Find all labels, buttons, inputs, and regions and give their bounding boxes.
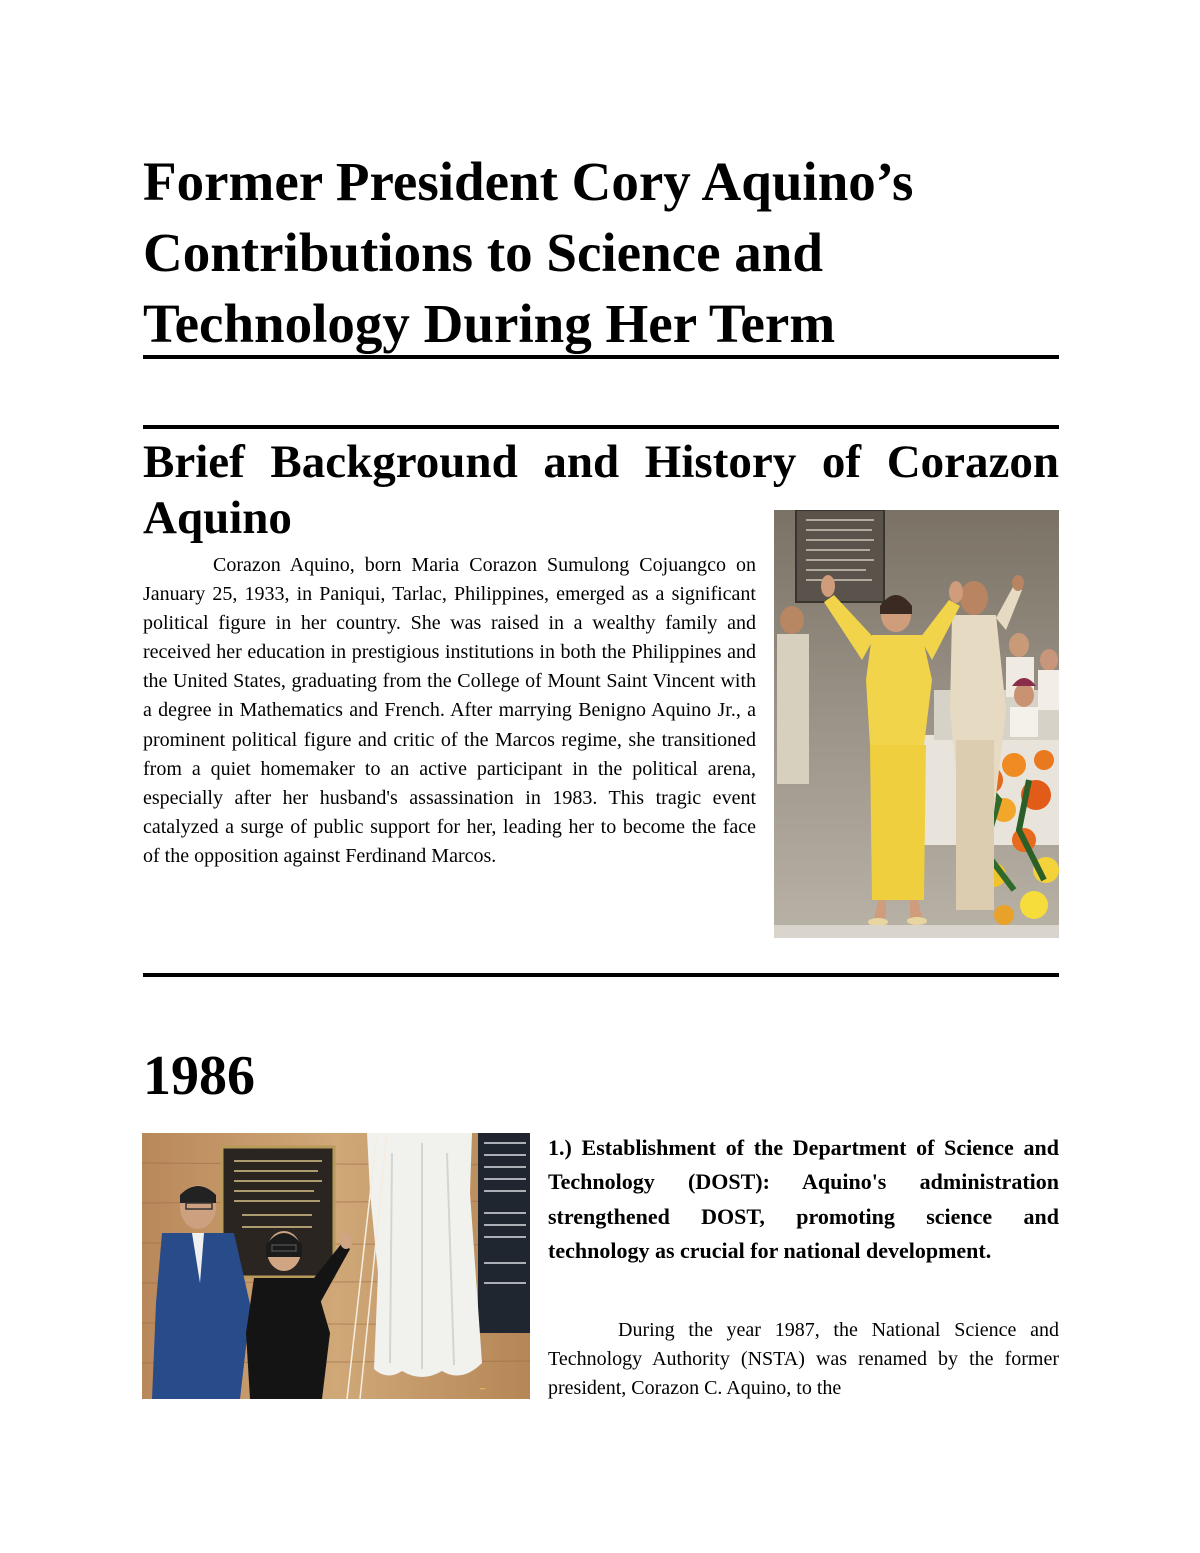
section-divider-top xyxy=(143,425,1059,429)
section-divider-bottom xyxy=(143,973,1059,977)
background-heading-line2: Aquino xyxy=(143,492,292,544)
title-divider xyxy=(143,355,1059,359)
svg-text:—: — xyxy=(480,1384,486,1394)
background-body: Corazon Aquino, born Maria Corazon Sumulong Cojuangco on January 25, 1933, in Paniqui, Tarlac, Philippines, emerged as a significant political figure in her country. She was raised in a wealthy family and received her education in prestigious institutions in both the Philippines and the United States, graduating from the College of Mount Saint Vincent with a degree in Mathematics and French. After marrying Benigno Aquino Jr., a prominent political figure and critic of the Marcos regime, she transitioned from a quiet homemaker to an active participant in the political arena, especially after her husband's assassination in 1983. This tragic event catalyzed a surge of public support for her, leading her to become the face of the opposition against Ferdinand Marcos. xyxy=(143,554,756,867)
dost-item-body: During the year 1987, the National Science and Technology Authority (NSTA) was renamed by the former president, Corazon C. Aquino, to the xyxy=(548,1319,1059,1399)
plaque-unveiling-photo xyxy=(142,1133,530,1399)
year-heading: 1986 xyxy=(143,1045,255,1107)
dost-item-heading: 1.) Establishment of the Department of Science and Technology (DOST): Aquino's administration strengthened DOST, promoting science and technology as crucial for national development. xyxy=(548,1135,1059,1264)
background-heading-line1: Brief Background and History of Corazon xyxy=(143,436,1059,488)
aquino-celebration-photo xyxy=(774,510,1059,938)
document-title: Former President Cory Aquino’s Contributions to Science and Technology During Her Term xyxy=(143,151,914,354)
